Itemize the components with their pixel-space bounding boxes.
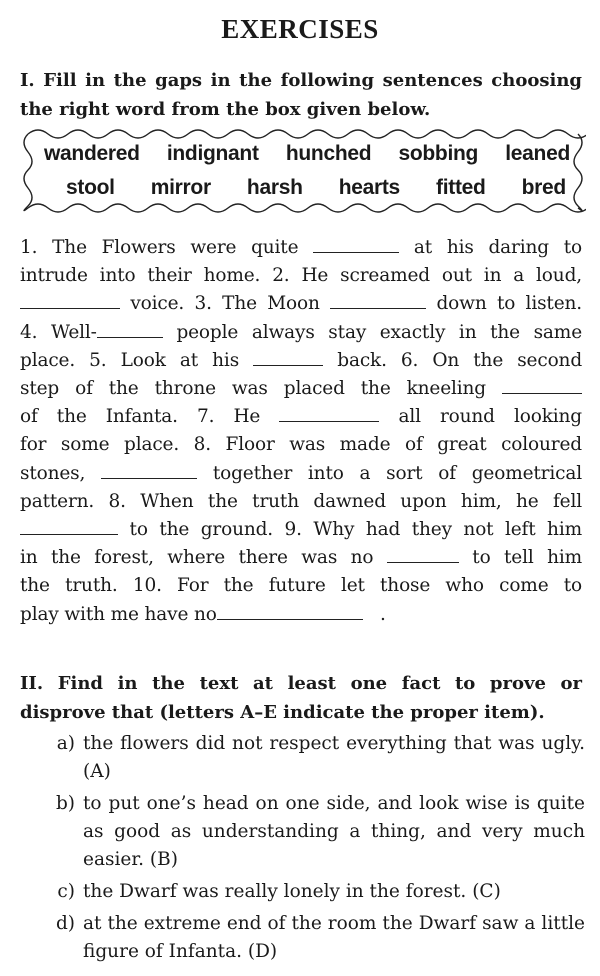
task-1-heading: I. Fill in the gaps in the following sentences choosing the right word from the box given below. <box>20 70 582 120</box>
word-item: harsh <box>246 176 303 199</box>
word-item: hearts <box>338 176 400 199</box>
task-2-items <box>20 730 585 966</box>
blank-10[interactable] <box>387 546 459 563</box>
blank-5[interactable] <box>253 349 323 366</box>
blank-4[interactable] <box>97 321 163 338</box>
item-letter: c) <box>57 881 75 902</box>
blank-11[interactable] <box>217 603 363 620</box>
item-letter: b) <box>55 793 75 814</box>
word-row-1 <box>44 142 570 166</box>
sentence-line: pattern. 8. When the truth dawned upon him, he fell <box>20 490 582 512</box>
blank-2[interactable] <box>20 292 120 309</box>
sentence-line: 4. Well- people always stay exactly in the same <box>20 321 583 343</box>
word-box <box>20 122 586 218</box>
list-item <box>20 730 585 786</box>
sentence-line: the truth. 10. For the future let those who come to <box>20 575 582 597</box>
sentence-line: step of the throne was placed the kneeling <box>20 375 582 403</box>
task-2-heading: II. Find in the text at least one fact to prove or disprove that (letters A–E indicate the proper item). <box>20 673 582 723</box>
page-title: EXERCISES <box>221 14 379 44</box>
sentence-line: of the Infanta. 7. He all round looking <box>20 406 583 428</box>
sentence-line: to the ground. 9. Why had they not left him <box>20 516 582 544</box>
blank-6[interactable] <box>502 377 582 394</box>
word-item: sobbing <box>398 142 479 165</box>
sentence-line: 1. The Flowers were quite at his daring to <box>20 237 582 258</box>
blank-3[interactable] <box>330 292 426 309</box>
word-item: indignant <box>166 142 259 165</box>
blank-9[interactable] <box>20 518 118 535</box>
word-item: stool <box>66 176 115 199</box>
sentence-line: voice. 3. The Moon down to listen. <box>20 290 582 318</box>
item-text: the flowers did not respect everything that was ugly. (A) <box>83 733 585 782</box>
blank-8[interactable] <box>101 462 197 479</box>
list-item <box>20 878 585 906</box>
word-item: wandered <box>44 142 140 165</box>
list-item <box>20 790 585 874</box>
task-1-sentences <box>20 234 582 629</box>
sentence-line: play with me have no . <box>20 603 386 625</box>
word-row-2 <box>66 176 566 200</box>
word-item: hunched <box>285 142 372 165</box>
sentence-line: intrude into their home. 2. He screamed out in a loud, <box>20 265 582 287</box>
item-text: to put one’s head on one side, and look wise is quite as good as understanding a thing, and very much easier. (B) <box>83 793 585 870</box>
list-item <box>20 910 585 966</box>
item-text: the Dwarf was really lonely in the forest. (C) <box>83 881 501 902</box>
word-item: fitted <box>436 176 486 199</box>
item-text: at the extreme end of the room the Dwarf saw a little figure of Infanta. (D) <box>83 913 585 962</box>
word-item: bred <box>521 176 566 199</box>
word-item: mirror <box>150 176 211 199</box>
word-item: leaned <box>505 142 570 165</box>
sentence-line: in the forest, where there was no to tell him <box>20 547 582 569</box>
sentence-line: place. 5. Look at his back. 6. On the second <box>20 349 583 371</box>
item-letter: d) <box>55 913 75 934</box>
sentence-line: for some place. 8. Floor was made of great coloured <box>20 434 582 456</box>
word-box-border <box>20 122 586 218</box>
blank-1[interactable] <box>313 236 399 253</box>
sentence-line: stones, together into a sort of geometrical <box>20 462 582 484</box>
blank-7[interactable] <box>279 405 379 422</box>
item-letter: a) <box>56 733 75 754</box>
